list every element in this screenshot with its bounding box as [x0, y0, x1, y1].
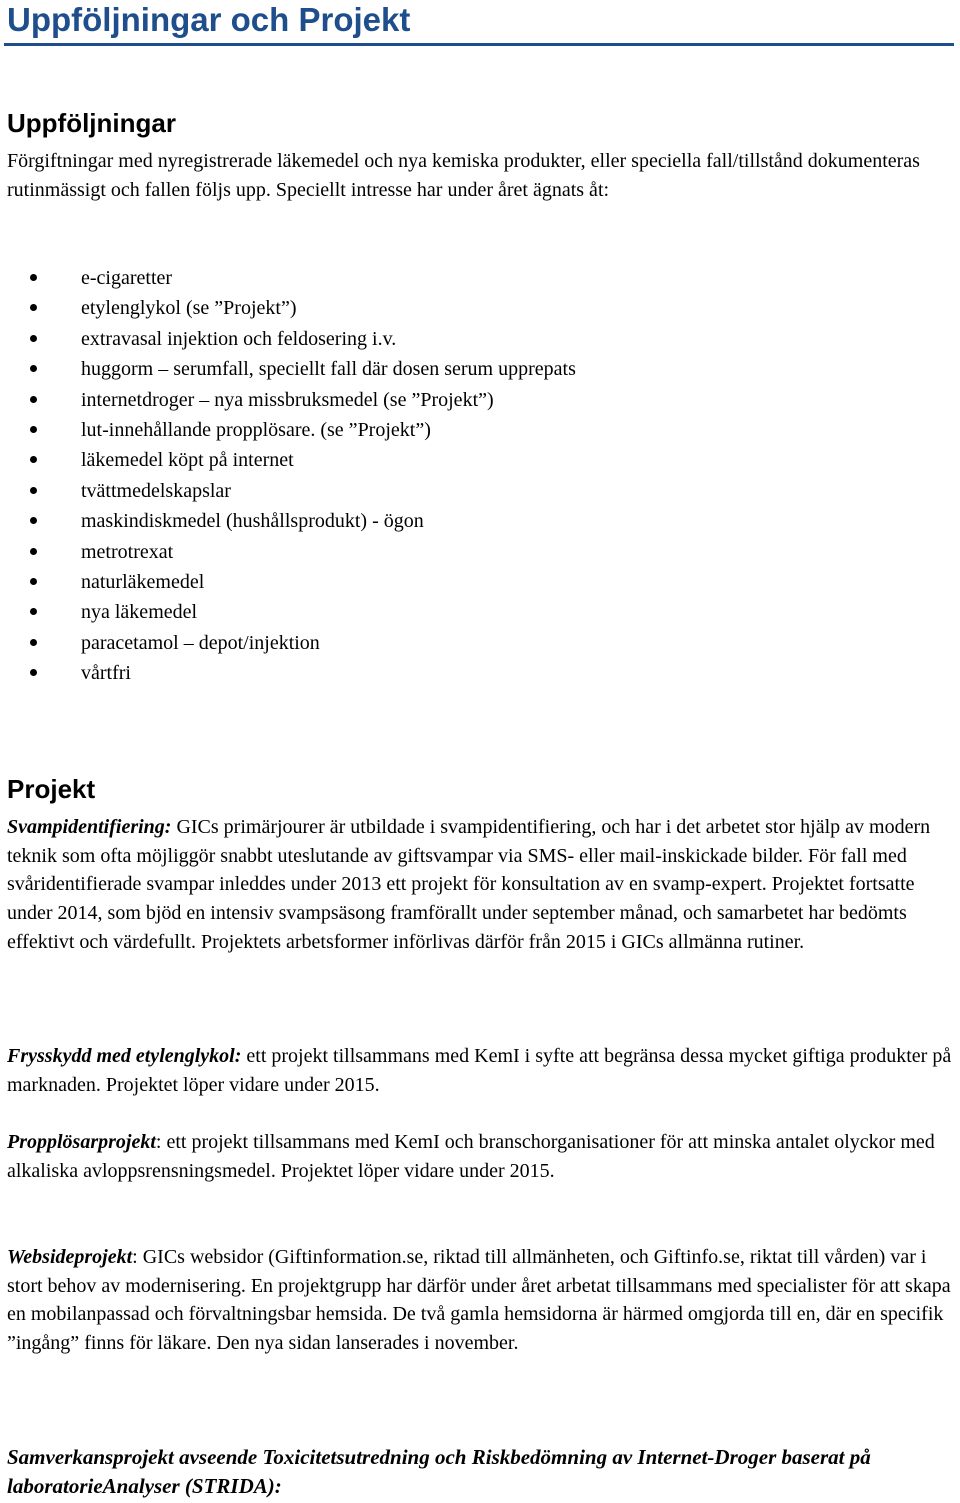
bullet-icon [30, 487, 37, 494]
list-item-text: e-cigaretter [81, 267, 173, 289]
list-item-text: metrotrexat [81, 540, 174, 563]
list-item [0, 263, 576, 293]
list-item-text: vårtfri [81, 662, 131, 685]
bullet-icon [30, 578, 37, 585]
list-item [0, 476, 576, 506]
list-item-text: läkemedel köpt på internet [81, 449, 294, 472]
bullet-icon [30, 426, 37, 433]
bullet-icon [30, 365, 37, 372]
list-item [0, 597, 576, 627]
list-item-text: maskindiskmedel (hushållsprodukt) - ögon [81, 510, 424, 533]
heading-projekt: Projekt [7, 774, 96, 804]
paragraph-text: : ett projekt tillsammans med KemI och branschorganisationer för att minska antalet olyckor med alkaliska avloppsrensningsmedel. Projektet löper vidare under 2015. [7, 1131, 935, 1182]
paragraph-frysskydd [7, 1042, 952, 1099]
bullet-icon [30, 517, 37, 524]
bullet-icon [30, 608, 37, 615]
bullet-icon [30, 669, 37, 676]
bullet-icon [30, 456, 37, 463]
paragraph-text: GICs primärjourer är utbildade i svampidentifiering, och har i det arbetet stor hjälp av modern teknik som ofta möjliggör snabbt uteslutande av giftsvampar via SMS- eller mail-inskickade bilder. För fall med svåridentifierade svampar inleddes under 2013 ett projekt för konsultation av en svamp-expert. Projektet fortsatte under 2014, som bjöd en intensiv svampsäsong framförallt under september månad, och samarbetet har bedömts effektivt och värdefullt. Projektets arbetsformer införlivas därför från 2015 i GICs allmänna rutiner. [7, 816, 931, 953]
list-item [0, 415, 576, 445]
heading-uppfoljningar: Uppföljningar [7, 108, 176, 138]
list-item [0, 354, 576, 384]
list-item [0, 324, 576, 354]
title-underline [4, 43, 954, 46]
list-item-text: extravasal injektion och feldosering i.v. [81, 327, 397, 350]
paragraph-lead: Frysskydd med etylenglykol: [7, 1045, 242, 1067]
followup-list [0, 263, 576, 688]
list-item [0, 537, 576, 567]
paragraph-svampidentifiering [7, 813, 952, 957]
paragraph-lead: Websideprojekt [7, 1246, 133, 1268]
bullet-icon [30, 548, 37, 555]
bullet-icon [30, 335, 37, 342]
bullet-icon [30, 639, 37, 646]
paragraph-websideprojekt [7, 1243, 952, 1358]
list-item-text: nya läkemedel [81, 601, 198, 624]
paragraph-propplosar [7, 1128, 952, 1185]
paragraph-lead: Svampidentifiering: [7, 816, 172, 838]
list-item-text: naturläkemedel [81, 570, 205, 593]
paragraph-lead: Propplösarprojekt [7, 1131, 156, 1153]
list-item [0, 658, 576, 688]
list-item-text: huggorm – serumfall, speciellt fall där dosen serum upprepats [81, 358, 576, 381]
bullet-icon [30, 396, 37, 403]
page-title: Uppföljningar och Projekt [7, 1, 411, 38]
list-item [0, 293, 576, 323]
list-item-text: lut-innehållande propplösare. (se ”Projekt”) [81, 418, 431, 441]
list-item-text: etylenglykol (se ”Projekt”) [81, 297, 297, 320]
list-item [0, 567, 576, 597]
bullet-icon [30, 274, 37, 281]
list-item [0, 506, 576, 536]
list-item-text: tvättmedelskapslar [81, 479, 231, 502]
paragraph-text: ett projekt tillsammans med KemI i syfte att begränsa dessa mycket giftiga produkter på marknaden. Projektet löper vidare under 2015. [7, 1045, 952, 1096]
paragraph-strida-heading: Samverkansprojekt avseende Toxicitetsutredning och Riskbedömning av Internet-Droger baserat på laboratorieAnalyser (STRIDA): [7, 1445, 871, 1498]
intro-paragraph: Förgiftningar med nyregistrerade läkemedel och nya kemiska produkter, eller speciella fall/tillstånd dokumenteras rutinmässigt och fallen följs upp. Speciellt intresse har under året ägnats åt: [7, 150, 920, 201]
list-item-text: internetdroger – nya missbruksmedel (se ”Projekt”) [81, 388, 494, 411]
bullet-icon [30, 304, 37, 311]
list-item [0, 628, 576, 658]
list-item [0, 445, 576, 475]
paragraph-text: : GICs websidor (Giftinformation.se, riktad till allmänheten, och Giftinfo.se, riktat till vården) var i stort behov av modernisering. En projektgrupp har därför under året arbetat tillsammans med specialister för att skapa en mobilanpassad och förvaltningsbar hemsida. De två gamla hemsidorna är härmed omgjorda till en, där en specifik ”ingång” finns för läkare. Den nya sidan lanserades i november. [7, 1246, 951, 1355]
list-item [0, 385, 576, 415]
list-item-text: paracetamol – depot/injektion [81, 631, 320, 654]
